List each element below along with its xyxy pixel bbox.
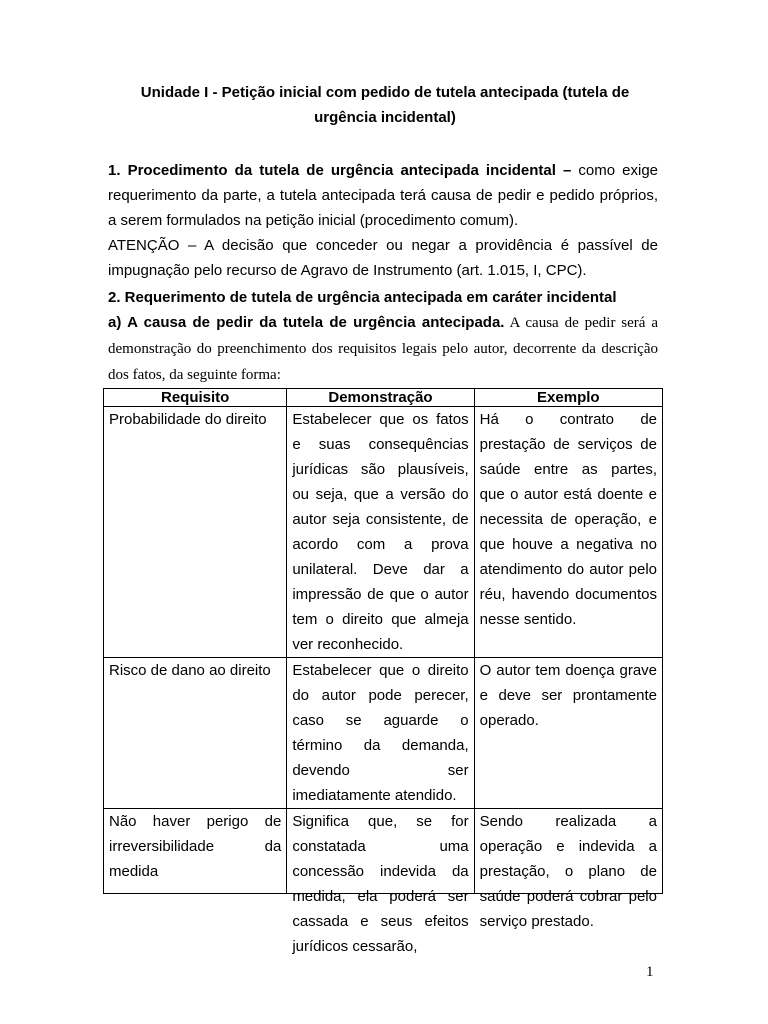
title-line-1: Unidade I - Petição inicial com pedido de tutela antecipada (tutela de bbox=[140, 84, 630, 101]
header-exemplo: Exemplo bbox=[474, 389, 662, 407]
title-line-2: urgência incidental) bbox=[314, 109, 456, 126]
attention-paragraph: ATENÇÃO – A decisão que conceder ou negar a providência é passível de impugnação pelo recurso de Agravo de Instrumento (art. 1.015, I, CPC). bbox=[108, 237, 658, 279]
section-1-text: como exige requerimento da parte, a tutela antecipada terá causa de pedir e pedido próprios, a serem formulados na petição inicial (procedimento comum). bbox=[108, 162, 659, 229]
section-1-paragraph bbox=[108, 158, 658, 233]
section-2a-heading: a) A causa de pedir da tutela de urgência antecipada. bbox=[108, 314, 505, 331]
page-number: 1 bbox=[646, 964, 654, 980]
cell-requisito: Risco de dano ao direito bbox=[104, 658, 287, 809]
table-row bbox=[104, 407, 663, 658]
cell-exemplo: O autor tem doença grave e deve ser prontamente operado. bbox=[474, 658, 662, 809]
cell-exemplo-text: Sendo realizada a operação e indevida a prestação, o plano de saúde poderá cobrar pelo serviço prestado. bbox=[479, 813, 657, 930]
section-2a-paragraph bbox=[108, 310, 658, 388]
header-requisito: Requisito bbox=[104, 389, 287, 407]
section-1-heading: 1. Procedimento da tutela de urgência antecipada incidental – bbox=[108, 162, 572, 179]
cell-exemplo: Há o contrato de prestação de serviços de saúde entre as partes, que o autor está doente e necessita de operação, e que houve a negativa no atendimento do autor pelo réu, havendo documentos nesse sentido. bbox=[474, 407, 662, 658]
cell-demonstracao-text: Significa que, se for constatada uma concessão indevida da medida, ela poderá ser cassada e seus efeitos jurídicos cessarão, bbox=[292, 813, 469, 955]
cell-demonstracao: Estabelecer que os fatos e suas consequências jurídicas são plausíveis, ou seja, que a versão do autor seja consistente, de acordo com a prova unilateral. Deve dar a impressão de que o autor tem o direito que almeja ver reconhecido. bbox=[287, 407, 474, 658]
table-header-row bbox=[104, 389, 663, 407]
section-2-heading: 2. Requerimento de tutela de urgência antecipada em caráter incidental bbox=[108, 289, 617, 306]
cell-demonstracao: Estabelecer que o direito do autor pode perecer, caso se aguarde o término da demanda, devendo ser imediatamente atendido. bbox=[287, 658, 474, 809]
document-title bbox=[108, 80, 662, 130]
requirements-table bbox=[103, 388, 663, 955]
table-row bbox=[104, 809, 663, 894]
header-demonstracao: Demonstração bbox=[287, 389, 474, 407]
cell-requisito-text: Não haver perigo de irreversibilidade da medida bbox=[109, 813, 282, 880]
cell-exemplo bbox=[474, 809, 662, 930]
table-row bbox=[104, 658, 663, 809]
cell-requisito: Probabilidade do direito bbox=[104, 407, 287, 658]
cell-requisito bbox=[104, 809, 287, 894]
section-2a-text: A causa de pedir será a demonstração do preenchimento dos requisitos legais pelo autor, decorrente da descrição dos fatos, da seguinte forma: bbox=[108, 315, 658, 383]
cell-demonstracao bbox=[287, 809, 474, 955]
